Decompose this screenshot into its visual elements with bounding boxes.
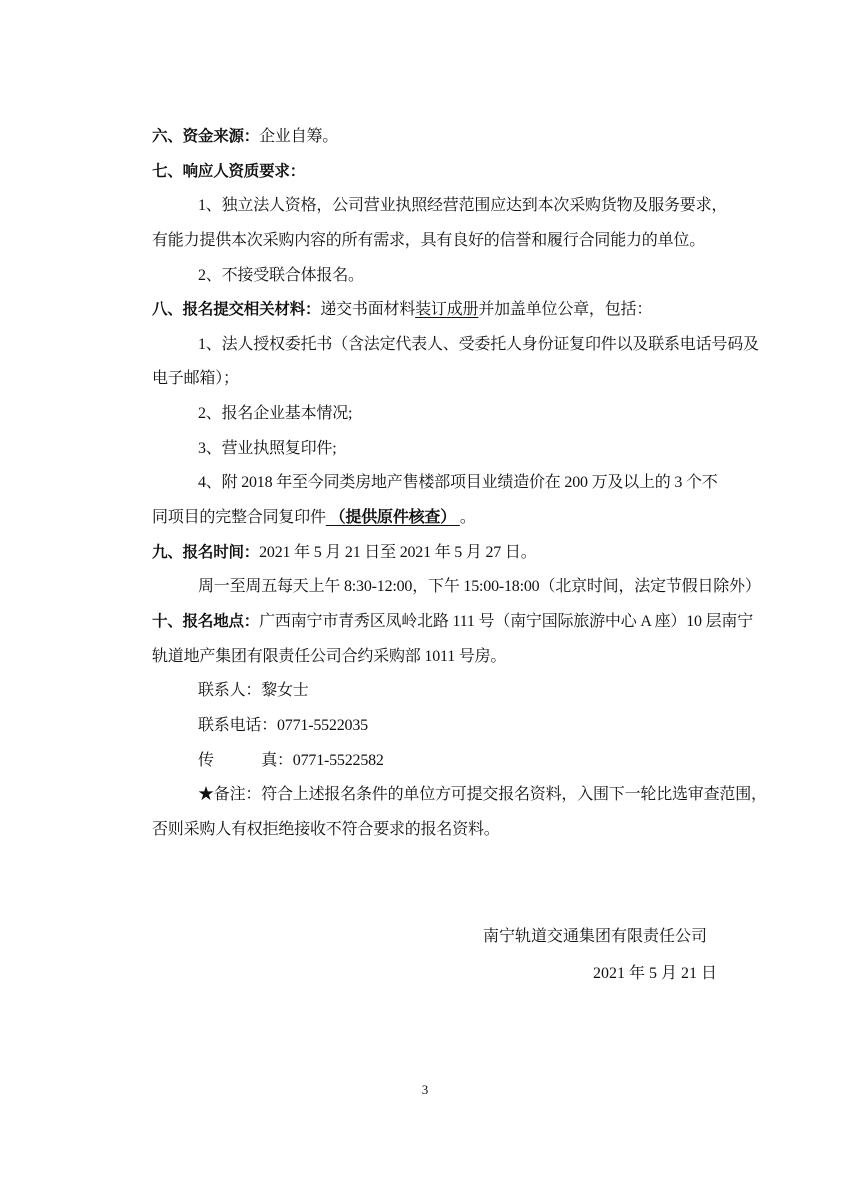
- registration-address-continuation: [152, 640, 720, 675]
- text-segment: 2、不接受联合体报名。: [198, 266, 364, 284]
- contact-fax: [152, 744, 720, 779]
- text-segment: 广西南宁市青秀区凤岭北路 111 号（南宁国际旅游中心 A 座）10 层南宁: [259, 612, 753, 630]
- section-8-submission-materials: [152, 293, 720, 328]
- remark-note-continuation: [152, 813, 720, 848]
- page-number: 3: [421, 1082, 429, 1097]
- material-item-4-continuation: [152, 501, 720, 536]
- section-9-registration-time: [152, 536, 720, 571]
- bold-underlined-note: （提供原件核查）: [325, 509, 460, 527]
- section-heading-label: 十、报名地点：: [152, 612, 260, 630]
- text-segment: 同项目的完整合同复印件: [152, 509, 326, 527]
- section-heading-label: 六、资金来源：: [152, 128, 260, 145]
- material-item-1: [152, 328, 759, 363]
- section-10-registration-address: [152, 605, 753, 640]
- qualification-item-1: [152, 189, 728, 224]
- qualification-item-1-continuation: [152, 224, 720, 259]
- signature-company-name: 南宁轨道交通集团有限责任公司: [482, 928, 707, 945]
- text-segment: 电子邮箱）；: [152, 370, 239, 388]
- remark-note: [152, 778, 767, 813]
- text-segment: 4、附 2018 年至今同类房地产售楼部项目业绩造价在 200 万及以上的 3 个不: [198, 474, 718, 492]
- text-segment: 联系人：黎女士: [198, 682, 309, 700]
- signature-date: 2021 年 5 月 21 日: [592, 965, 717, 982]
- text-segment: 3、营业执照复印件;: [198, 439, 337, 457]
- underlined-text-segment: 装订成册: [415, 301, 479, 319]
- material-item-3: [152, 432, 720, 467]
- text-segment: ★备注：符合上述报名条件的单位方可提交报名资料，入围下一轮比选审查范围，: [198, 786, 767, 804]
- text-segment: 。: [459, 509, 476, 527]
- registration-time-detail: [152, 570, 761, 605]
- text-segment: 联系电话：0771-5522035: [198, 716, 368, 734]
- section-heading-label: 八、报名提交相关材料：: [152, 301, 321, 319]
- contact-phone: [152, 709, 720, 744]
- qualification-item-2: [152, 259, 720, 294]
- document-body: [152, 120, 767, 847]
- section-heading-label: 七、响应人资质要求：: [152, 162, 306, 180]
- contact-person: [152, 674, 720, 709]
- text-segment: 2021 年 5 月 21 日至 2021 年 5 月 27 日。: [259, 543, 537, 561]
- material-item-2: [152, 397, 720, 432]
- text-segment: 递交书面材料: [320, 301, 416, 319]
- section-heading-label: 九、报名时间：: [152, 543, 260, 561]
- text-segment: 否则采购人有权拒绝接收不符合要求的报名资料。: [152, 820, 500, 838]
- text-segment: 有能力提供本次采购内容的所有需求，具有良好的信誉和履行合同能力的单位。: [152, 231, 706, 249]
- text-segment: 并加盖单位公章，包括：: [478, 301, 653, 319]
- text-segment: 1、法人授权委托书（含法定代表人、受委托人身份证复印件以及联系电话号码及: [198, 335, 759, 353]
- section-7-qualification-requirements: [152, 155, 720, 190]
- text-segment: 轨道地产集团有限责任公司合约采购部 1011 号房。: [152, 647, 507, 665]
- text-segment: 1、独立法人资格，公司营业执照经营范围应达到本次采购货物及服务要求，: [198, 197, 728, 215]
- text-segment: 周一至周五每天上午 8:30-12:00，下午 15:00-18:00（北京时间，法定节假日除外）: [198, 578, 761, 596]
- signature-block: [152, 918, 718, 992]
- material-item-1-continuation: [152, 362, 720, 397]
- text-segment: 企业自筹。: [259, 128, 339, 145]
- section-6-funding-source: [152, 120, 720, 155]
- text-segment: 传 真：0771-5522582: [198, 751, 384, 769]
- text-segment: 2、报名企业基本情况;: [198, 405, 353, 423]
- material-item-4: [152, 466, 720, 501]
